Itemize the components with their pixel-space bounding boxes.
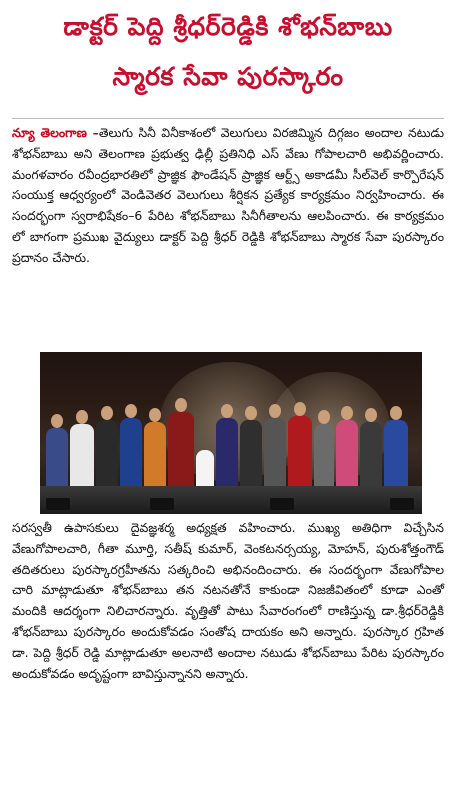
divider — [12, 118, 444, 119]
headline-line-2: స్మారక సేవా పురస్కారం — [112, 62, 344, 91]
article-paragraph-1 — [12, 123, 444, 269]
article-paragraph-2: సరస్వతీ ఉపాసకులు దైవజ్ఞశర్మ అధ్యక్షత వహించారు. ముఖ్య అతిధిగా విచ్చేసిన వేణుగోపాలచారి, గీతా మూర్తి, సతీష్ కుమార్, వెంకటనర్సయ్య, మోహన్, పురుశోత్తంగౌడ్ తదితరులు పురస్కారగ్రహీతను సత్కరించి అభినందించారు. ఈ సందర్భంగా వేణుగోపాల చారి మాట్లాడుతూ శోభన్‌బాబు తన నటనతోనే కాకుండా నిజజీవితంలో కూడా ఎంతో మందికి ఆదర్శంగా నిలిచారన్నారు. వృత్తితో పాటు సేవారంగంలో రాణిస్తున్న డా.శ్రీధర్‌రెడ్డికి శోభన్‌బాబు పురస్కారం అందుకోవడం సంతోష దాయకం అని అన్నారు. పురస్కార గ్రహిత డా. పెద్ది శ్రీధర్ రెడ్డి మాట్లాడుతూ అలనాటి అందాల నటుడు శోభన్‌బాబు పేరిట పురస్కారం అందుకోవడం అదృష్టంగా బావిస్తున్నానని అన్నారు. — [12, 520, 444, 681]
dateline: న్యూ తెలంగాణ – — [12, 125, 99, 140]
headline — [10, 8, 446, 96]
event-photo — [40, 352, 422, 514]
stage-floor — [40, 486, 422, 514]
paragraph-1-text: తెలుగు సినీ వినీకాశంలో వెలుగులు విరజిమ్మిన దిగ్గజం అందాల నటుడు శోభన్‌బాబు అని తెలంగాణ ప్రభుత్వ ఢిల్లీ ప్రతినిధి ఎస్ వేణు గోపాలచారి అభివర్ణించారు. మంగళవారం రవీంద్రభారతిలో ప్రాజ్ఞిక ఫౌండేషన్ ప్రాజ్ఞిక ఆర్ట్స్ అకాడమీ సీల్‌వెల్ కార్పొరేషన్ సంయుక్త ఆధ్వర్యంలో వెండివెతర వెలుగులు శీర్షికన ప్రత్యేక కార్యక్రమం నిర్వహించారు. ఈ సందర్భంగా స్వరాభిషేకం–6 పేరిట శోభన్‌బాబు సినీగీతాలను ఆలపించారు. ఈ కార్యక్రమం లో బాగంగా ప్రముఖ వైద్యులు డాక్టర్ పెద్ది శ్రీధర్ రెడ్డికి శోభన్‌బాబు స్మారక సేవా పురస్కారం ప్రదానం చేసారు. — [12, 125, 444, 265]
headline-line-1: డాక్టర్ పెద్ది శ్రీధర్‌రెడ్డికి శోభన్‌బాబు — [63, 12, 393, 41]
